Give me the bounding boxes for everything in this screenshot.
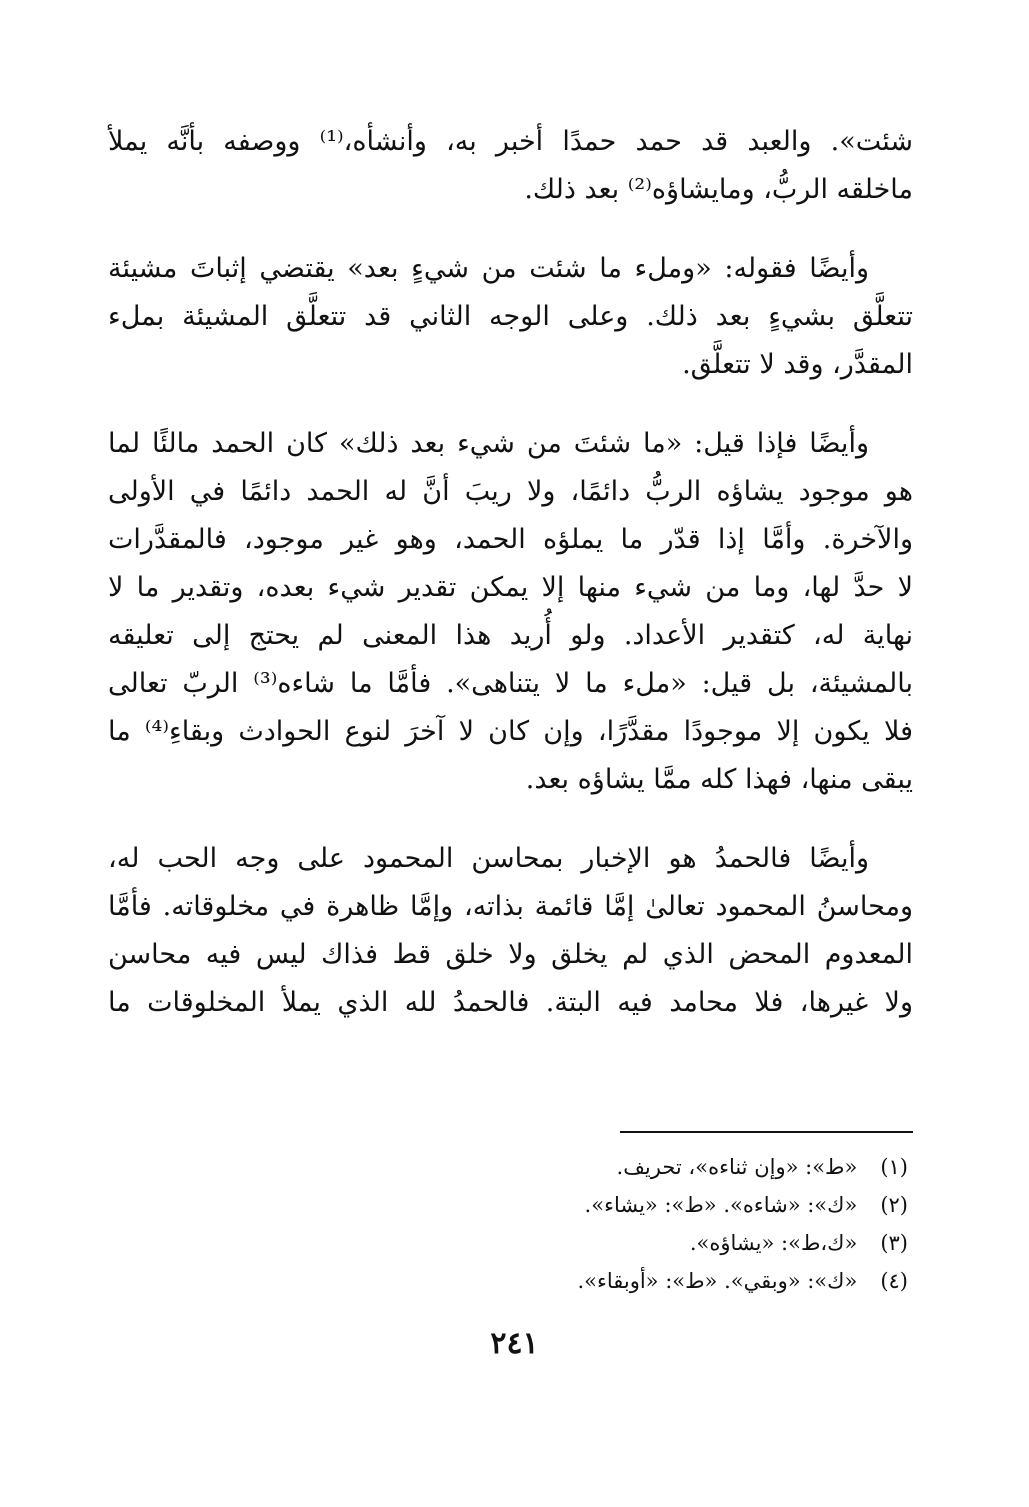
footnote-number: (٤) xyxy=(880,1269,908,1293)
footnote-3 xyxy=(108,1224,908,1262)
footnote-text: «ك»: «شاءه». «ط»: «يشاء». xyxy=(584,1193,858,1217)
text-line: ولا غيرها، فلا محامد فيه البتة. فالحمدُ لله الذي يملأ المخلوقات ما xyxy=(108,987,913,1018)
text-line: المقدَّر، وقد لا تتعلَّق. xyxy=(682,349,913,380)
text-line: يبقى منها، فهذا كله ممَّا يشاؤه بعد. xyxy=(525,764,913,795)
footnote-text: «ك،ط»: «يشاؤه». xyxy=(689,1231,858,1255)
text-line: المعدوم المحض الذي لم يخلق ولا خلق قط فذاك ليس فيه محاسن xyxy=(108,939,913,970)
text-line: شئت». والعبد قد حمد حمدًا أخبر به، وأنشأه،⁽¹⁾ ووصفه بأنَّه يملأ xyxy=(108,126,913,157)
footnote-divider xyxy=(620,1131,913,1133)
text-line: ومحاسنُ المحمود تعالىٰ إمَّا قائمة بذاته، وإمَّا ظاهرة في مخلوقاته. فأمَّا xyxy=(108,891,913,922)
paragraph-1 xyxy=(108,118,913,214)
main-text xyxy=(108,118,913,1058)
text-line: ماخلقه الربُّ، ومايشاؤه⁽²⁾ بعد ذلك. xyxy=(524,174,913,205)
paragraph-3 xyxy=(108,420,913,804)
footnote-number: (٣) xyxy=(880,1231,908,1255)
text-line: لا حدَّ لها، وما من شيء منها إلا يمكن تقدير شيء بعده، وتقدير ما لا xyxy=(108,572,913,603)
footnote-number: (١) xyxy=(880,1155,908,1179)
footnote-text: «ط»: «وإن ثناءه»، تحريف. xyxy=(616,1155,858,1179)
paragraph-2 xyxy=(108,245,913,389)
paragraph-4 xyxy=(108,835,913,1027)
text-line: وأيضًا فإذا قيل: «ما شئتَ من شيء بعد ذلك» كان الحمد مالئًا لما xyxy=(108,428,869,459)
text-line: فلا يكون إلا موجودًا مقدَّرًا، وإن كان لا آخرَ لنوع الحوادث وبقاءِ⁽⁴⁾ ما xyxy=(108,716,913,747)
footnote-number: (٢) xyxy=(880,1193,908,1217)
text-line: نهاية له، كتقدير الأعداد. ولو أُريد هذا المعنى لم يحتج إلى تعليقه xyxy=(108,620,913,651)
page-number: ٢٤١ xyxy=(490,1326,539,1361)
footnotes xyxy=(108,1148,908,1300)
footnote-4 xyxy=(108,1262,908,1300)
footnote-text: «ك»: «وبقي». «ط»: «أوبقاء». xyxy=(577,1269,858,1293)
text-line: تتعلَّق بشيءٍ بعد ذلك. وعلى الوجه الثاني قد تتعلَّق المشيئة بملء xyxy=(108,301,913,332)
text-line: هو موجود يشاؤه الربُّ دائمًا، ولا ريبَ أنَّ له الحمد دائمًا في الأولى xyxy=(108,476,913,507)
footnote-1 xyxy=(108,1148,908,1186)
footnote-2 xyxy=(108,1186,908,1224)
text-line: وأيضًا فالحمدُ هو الإخبار بمحاسن المحمود على وجه الحب له، xyxy=(108,843,869,874)
text-line: وأيضًا فقوله: «وملء ما شئت من شيءٍ بعد» يقتضي إثباتَ مشيئة xyxy=(108,253,869,284)
text-line: والآخرة. وأمَّا إذا قدّر ما يملؤه الحمد، وهو غير موجود، فالمقدَّرات xyxy=(108,524,913,555)
text-line: بالمشيئة، بل قيل: «ملء ما لا يتناهى». فأمَّا ما شاءه⁽³⁾ الربّ تعالى xyxy=(108,668,913,699)
